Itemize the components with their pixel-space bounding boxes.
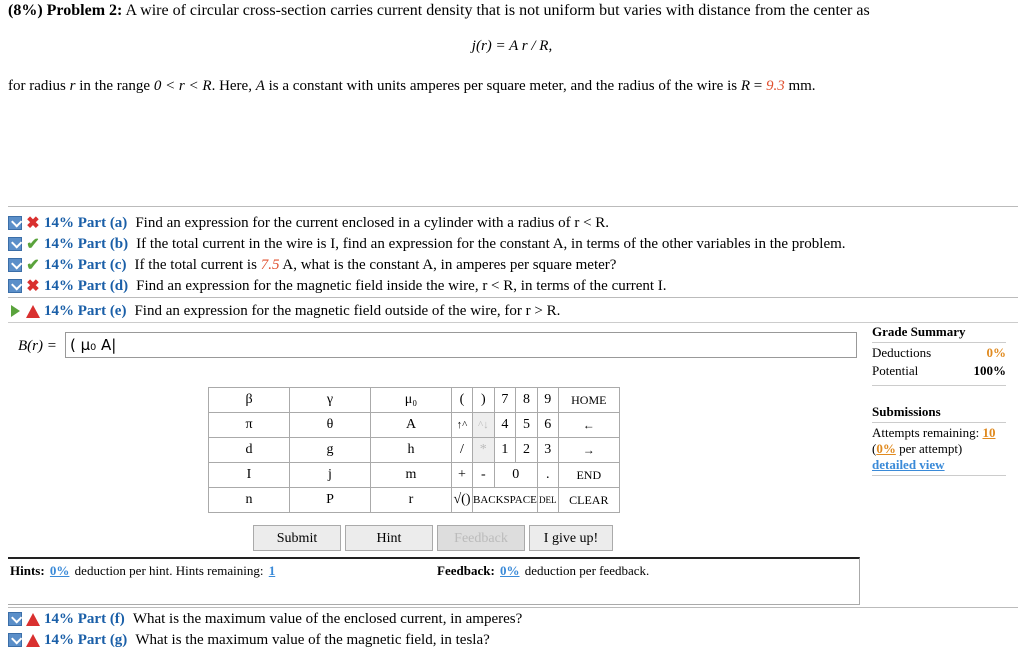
per-attempt-row (872, 441, 1006, 457)
incorrect-icon: ✖ (26, 278, 40, 295)
part-b-row[interactable] (8, 234, 846, 254)
submit-button[interactable]: Submit (253, 525, 341, 551)
divider (8, 607, 1018, 608)
part-text: Find an expression for the current enclosed in a cylinder with a radius of r < R. (135, 214, 610, 231)
desc-var-R: R (740, 78, 750, 94)
desc-text: for radius (8, 78, 70, 94)
key-9[interactable]: 9 (537, 388, 558, 413)
key-theta[interactable]: θ (290, 413, 371, 438)
problem-weight: (8%) (8, 2, 43, 19)
part-text: Find an expression for the magnetic field inside the wire, r < R, in terms of the current I. (136, 277, 667, 294)
part-label: 14% Part (c) (44, 256, 127, 273)
part-text: What is the maximum value of the magnetic field, in tesla? (135, 631, 490, 648)
give-up-button[interactable]: I give up! (529, 525, 613, 551)
deductions-label: Deductions (872, 345, 932, 360)
part-text: What is the maximum value of the enclosed current, in amperes? (132, 610, 523, 627)
correct-icon: ✔ (26, 257, 40, 274)
key-del[interactable]: DEL (537, 488, 558, 513)
potential-row (872, 363, 1006, 379)
problem-title: Problem 2: (46, 2, 123, 19)
incorrect-icon: ✖ (26, 215, 40, 232)
key-minus[interactable]: - (473, 463, 495, 488)
part-label: 14% Part (e) (44, 302, 127, 319)
problem-header (8, 2, 870, 20)
key-left-arrow[interactable]: ← (558, 413, 619, 438)
desc-var-r: r (69, 78, 76, 94)
keypad (208, 387, 620, 513)
problem-statement: A wire of circular cross-section carries current density that is not uniform but varies with distance from the center as (125, 2, 870, 19)
divider (8, 322, 1018, 323)
potential-label: Potential (872, 363, 919, 378)
desc-text: = (750, 78, 766, 94)
warning-icon (26, 634, 40, 647)
hints-remaining: 1 (268, 563, 276, 578)
key-m[interactable]: m (371, 463, 452, 488)
part-c-row[interactable] (8, 255, 616, 275)
desc-var-a: A (255, 78, 265, 94)
key-A[interactable]: A (371, 413, 452, 438)
attempts-row (872, 425, 1006, 441)
hints-info (10, 563, 277, 579)
key-close-paren[interactable]: ) (473, 388, 495, 413)
key-sqrt[interactable]: √() (452, 488, 473, 513)
hints-label: Hints: (10, 563, 45, 578)
correct-icon: ✔ (26, 236, 40, 253)
key-divide[interactable]: / (452, 438, 473, 463)
warning-icon (26, 305, 40, 318)
deductions-row (872, 345, 1006, 361)
detailed-view-link[interactable]: detailed view (872, 457, 945, 472)
attempt-deduction: 0% (876, 441, 896, 456)
part-d-row[interactable] (8, 276, 667, 296)
key-clear[interactable]: CLEAR (558, 488, 619, 513)
key-2[interactable]: 2 (516, 438, 538, 463)
feedback-label: Feedback: (437, 563, 495, 578)
key-open-paren[interactable]: ( (452, 388, 473, 413)
key-end[interactable]: END (558, 463, 619, 488)
expand-icon[interactable] (8, 279, 22, 293)
key-3[interactable]: 3 (537, 438, 558, 463)
key-right-arrow[interactable]: → (558, 438, 619, 463)
attempts-remaining: 10 (982, 425, 996, 440)
desc-range: 0 < r < R (153, 78, 212, 94)
key-5[interactable]: 5 (516, 413, 538, 438)
per-attempt-label: per attempt) (899, 441, 963, 456)
expand-icon[interactable] (8, 258, 22, 272)
part-f-row[interactable] (8, 609, 522, 629)
expand-icon[interactable] (8, 612, 22, 626)
feedback-text: deduction per feedback. (524, 563, 650, 578)
part-label: 14% Part (b) (44, 235, 129, 252)
radius-value: 9.3 (765, 78, 785, 94)
key-subscript[interactable]: ^↓ (473, 413, 495, 438)
desc-text: in the range (75, 78, 154, 94)
attempts-label: Attempts remaining: (872, 425, 980, 440)
key-multiply[interactable]: * (473, 438, 495, 463)
answer-label: B(r) = (18, 338, 57, 354)
problem-description (8, 78, 816, 95)
potential-value: 100% (973, 363, 1006, 378)
key-I[interactable]: I (209, 463, 290, 488)
part-g-row[interactable] (8, 630, 490, 650)
key-beta[interactable]: β (209, 388, 290, 413)
key-r[interactable]: r (371, 488, 452, 513)
part-label: 14% Part (f) (44, 610, 125, 627)
key-0[interactable]: 0 (494, 463, 537, 488)
key-decimal[interactable]: . (537, 463, 558, 488)
desc-text: . Here, (211, 78, 256, 94)
key-pi[interactable]: π (209, 413, 290, 438)
part-text (134, 257, 616, 274)
key-7[interactable]: 7 (494, 388, 516, 413)
feedback-info (437, 563, 649, 579)
key-backspace[interactable]: BACKSPACE (473, 488, 538, 513)
part-label: 14% Part (g) (44, 631, 128, 648)
hint-button[interactable]: Hint (345, 525, 433, 551)
key-P[interactable]: P (290, 488, 371, 513)
key-h[interactable]: h (371, 438, 452, 463)
part-label: 14% Part (d) (44, 277, 129, 294)
key-6[interactable]: 6 (537, 413, 558, 438)
key-home[interactable]: HOME (558, 388, 619, 413)
expand-icon[interactable] (8, 216, 22, 230)
expand-icon[interactable] (8, 633, 22, 647)
answer-input[interactable]: ( μ₀ A| (65, 332, 857, 358)
grade-summary (872, 324, 1006, 478)
feedback-button[interactable]: Feedback (437, 525, 525, 551)
paren: ( (872, 441, 877, 456)
grade-summary-title: Grade Summary (872, 324, 966, 339)
expand-icon[interactable] (8, 237, 22, 251)
divider (8, 206, 1018, 207)
part-text: Find an expression for the magnetic field outside of the wire, for r > R. (134, 302, 561, 319)
key-gamma[interactable]: γ (290, 388, 371, 413)
warning-icon (26, 613, 40, 626)
deductions-value: 0% (986, 345, 1006, 360)
key-4[interactable]: 4 (494, 413, 516, 438)
key-n[interactable]: n (209, 488, 290, 513)
part-text-pre: If the total current is (134, 256, 261, 273)
part-text: If the total current in the wire is I, find an expression for the constant A, in terms of the other variables in the problem. (136, 235, 846, 252)
current-density-equation: j(r) = A r / R, (471, 38, 553, 54)
feedback-deduction: 0% (500, 563, 520, 578)
part-text-post: A, what is the constant A, in amperes per square meter? (279, 256, 617, 273)
key-g[interactable]: g (290, 438, 371, 463)
key-j[interactable]: j (290, 463, 371, 488)
radius-unit: mm. (784, 78, 816, 94)
hints-text: deduction per hint. Hints remaining: (74, 563, 264, 578)
key-1[interactable]: 1 (494, 438, 516, 463)
desc-text: is a constant with units amperes per square meter, and the radius of the wire is (264, 78, 741, 94)
key-mu0[interactable]: μ₀ (371, 388, 452, 413)
key-plus[interactable]: + (452, 463, 473, 488)
submissions-title: Submissions (872, 404, 941, 419)
key-8[interactable]: 8 (516, 388, 538, 413)
part-label: 14% Part (a) (44, 214, 128, 231)
divider (8, 297, 1018, 298)
key-superscript[interactable]: ↑^ (452, 413, 473, 438)
play-icon (11, 305, 20, 317)
part-a-row[interactable] (8, 213, 609, 233)
key-d[interactable]: d (209, 438, 290, 463)
hint-deduction: 0% (49, 563, 70, 578)
current-value: 7.5 (260, 256, 280, 273)
part-e-row (8, 301, 560, 321)
